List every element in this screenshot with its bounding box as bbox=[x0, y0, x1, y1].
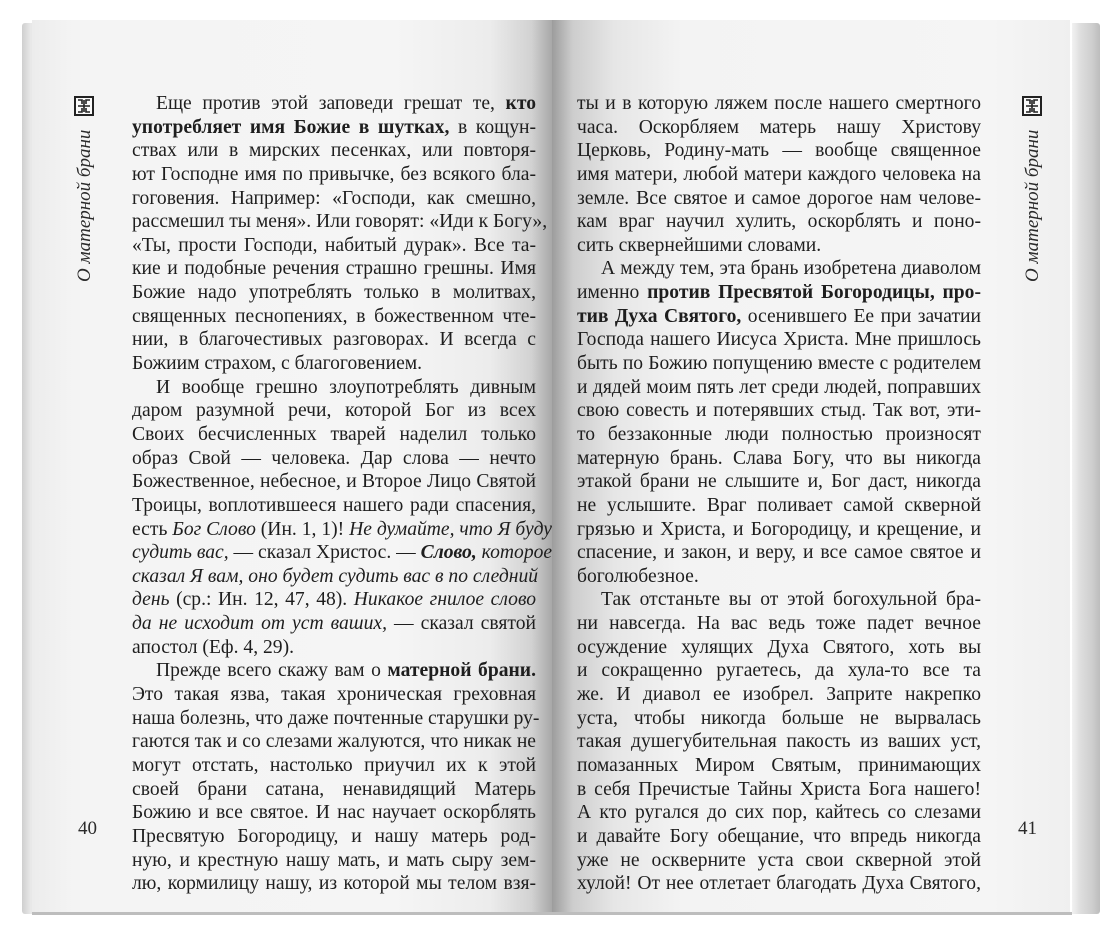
text-line: кие и подобные речения страшно грешны. Имя bbox=[132, 258, 536, 280]
text-line: Так отстаньте вы от этой богохульной бра- bbox=[601, 589, 981, 611]
text-line: и дядей моим пять лет среди людей, поправших bbox=[577, 376, 981, 398]
text-line: да не исходит от уст ваших, — сказал святой bbox=[132, 613, 536, 635]
text-line: Еще против этой заповеди грешат те, кто bbox=[156, 93, 536, 114]
text-line: хулой! От нее отлетает благодать Духа Святого, bbox=[577, 873, 981, 895]
text-line: гаются так и со слезами жалуются, что никак не bbox=[132, 731, 536, 753]
text-line: земле. Все святое и самое дорогое нам челове- bbox=[577, 187, 981, 209]
text-line: и сокращенно ругаетесь, да хула-то все та bbox=[577, 660, 981, 682]
text-line: и давайте Богу обещание, что впредь никогда bbox=[577, 825, 981, 847]
running-head: О матерной брани bbox=[1022, 129, 1043, 282]
text-line: осуждение хулящих Духа Святого, хоть вы bbox=[577, 636, 981, 658]
text-line: грязью и Христа, и Богородицу, и крещение, и bbox=[577, 518, 981, 540]
text-line: в себя Пречистые Тайны Христа Бога нашего! bbox=[577, 778, 981, 800]
text-line: спасение, и закон, и веру, и все самое святое и bbox=[577, 542, 981, 564]
text-line: А между тем, эта брань изобретена диаволом bbox=[601, 258, 981, 280]
text-line: уста, чтобы никогда больше не вырвалась bbox=[577, 707, 981, 729]
text-line: судить вас, — сказал Христос. — Слово, которое bbox=[132, 542, 553, 564]
right-page bbox=[552, 20, 1070, 915]
page-number: 41 bbox=[1018, 818, 1037, 839]
text-line: Церковь, Родину-мать — вообще священное bbox=[577, 140, 981, 162]
text-line: то беззаконные люди полностью произносят bbox=[577, 423, 981, 445]
text-line: И вообще грешно злоупотреблять дивным bbox=[156, 376, 536, 398]
text-line: употребляет имя Божие в шутках, в кощун- bbox=[132, 116, 537, 138]
text-line: гоговения. Например: «Господи, как смешно, bbox=[132, 187, 536, 209]
text-line: этакой брани не слышите и, Бог даст, никогда bbox=[577, 471, 981, 493]
text-line: Божию и все святое. И нас научает оскорблять bbox=[132, 802, 536, 824]
text-line: сить сквернейшими словами. bbox=[577, 234, 822, 256]
right-page-text bbox=[577, 92, 981, 896]
text-line: Божие надо употреблять только в молитвах, bbox=[132, 282, 536, 304]
text-line: ствах или в мирских песенках, или повторя- bbox=[132, 140, 536, 162]
running-head: О матерной брани bbox=[74, 129, 95, 282]
right-page-stack-edge bbox=[1072, 23, 1100, 914]
left-page-text bbox=[132, 92, 553, 896]
text-line: быть по Божию попущению вместе с родителем bbox=[577, 353, 981, 375]
page-number: 40 bbox=[78, 818, 97, 839]
text-line: Троицы, воплотившееся нашего ради спасения, bbox=[132, 494, 536, 516]
page-bottom-edge bbox=[32, 912, 1072, 915]
text-line: Своих бесчисленных тварей наделил только bbox=[132, 423, 536, 445]
text-line: могут отстать, настолько приучил их к этой bbox=[132, 754, 536, 776]
text-line: сказал Я вам, оно будет судить вас в по следний bbox=[132, 565, 539, 587]
text-line: помазанных Миром Святым, принимающих bbox=[577, 754, 981, 776]
text-line: есть Бог Слово (Ин. 1, 1)! Не думайте, что Я буду bbox=[132, 518, 552, 540]
text-line: священных песнопениях, в божественном чте- bbox=[132, 305, 536, 327]
text-line: даром разумной речи, которой Бог из всех bbox=[132, 400, 536, 422]
text-line: рассмешил ты меня». Или говорят: «Иди к Богу», bbox=[132, 211, 548, 233]
text-line: Пресвятую Богородицу, и нашу матерь род- bbox=[132, 825, 536, 847]
text-line: ную, и крестную нашу мать, и мать сыру зем- bbox=[132, 849, 536, 871]
square-cross-ornament-icon bbox=[1022, 96, 1042, 116]
text-line: же. И диавол ее изобрел. Заприте накрепко bbox=[577, 684, 981, 706]
text-line: матерную брань. Слава Богу, что вы никогда bbox=[577, 447, 981, 469]
text-line: Господа нашего Иисуса Христа. Мне пришлось bbox=[577, 329, 981, 351]
text-line: уже не оскверните уста свои скверной этой bbox=[577, 849, 981, 871]
text-line: Божиим страхом, с благоговением. bbox=[132, 353, 423, 375]
text-line: А кто ругался до сих пор, кайтесь со слезами bbox=[577, 802, 981, 824]
text-line: Это такая язва, такая хроническая греховная bbox=[132, 684, 536, 706]
square-cross-ornament-icon bbox=[74, 96, 94, 116]
text-line: Прежде всего скажу вам о матерной брани. bbox=[156, 660, 536, 682]
open-book bbox=[22, 20, 1100, 918]
text-line: часа. Оскорбляем матерь нашу Христову bbox=[577, 116, 981, 138]
text-line: Божественное, небесное, и Второе Лицо Святой bbox=[132, 471, 536, 493]
text-line: ты и в которую ляжем после нашего смертного bbox=[577, 93, 981, 114]
text-line: нии, в благочестивых разговорах. И всегда с bbox=[132, 329, 536, 351]
text-line: такая душегубительная пакость из ваших уст, bbox=[577, 731, 981, 753]
text-line: свою совесть и потерявших стыд. Так вот, эти- bbox=[577, 400, 981, 422]
text-line: ют Господне имя по привычке, без всякого бла- bbox=[132, 163, 536, 185]
text-line: тив Духа Святого, осенившего Ее при зачатии bbox=[577, 305, 982, 327]
text-line: не услышите. Враг поливает самой скверной bbox=[577, 494, 981, 516]
text-line: боголюбезное. bbox=[577, 565, 699, 587]
text-line: своей брани сатана, ненавидящий Матерь bbox=[132, 778, 536, 800]
text-line: «Ты, прости Господи, набитый дурак». Все та- bbox=[132, 234, 536, 256]
text-line: день (ср.: Ин. 12, 47, 48). Никакое гнилое слово bbox=[132, 589, 536, 611]
text-line: наша болезнь, что даже почтенные старушки ру- bbox=[132, 707, 540, 729]
text-line: лю, кормилицу нашу, из которой мы телом взя- bbox=[132, 873, 536, 895]
text-line: именно против Пресвятой Богородицы, про- bbox=[577, 282, 981, 304]
text-line: имя матери, любой матери каждого человека на bbox=[577, 163, 981, 185]
left-page bbox=[32, 20, 552, 915]
text-line: образ Свой — человека. Дар слова — нечто bbox=[132, 447, 536, 469]
text-line: апостол (Еф. 4, 29). bbox=[132, 636, 295, 658]
text-line: ни навсегда. На вас ведь тоже падет вечное bbox=[577, 613, 981, 635]
text-line: кам враг научил хулить, оскорблять и поно- bbox=[577, 211, 981, 233]
